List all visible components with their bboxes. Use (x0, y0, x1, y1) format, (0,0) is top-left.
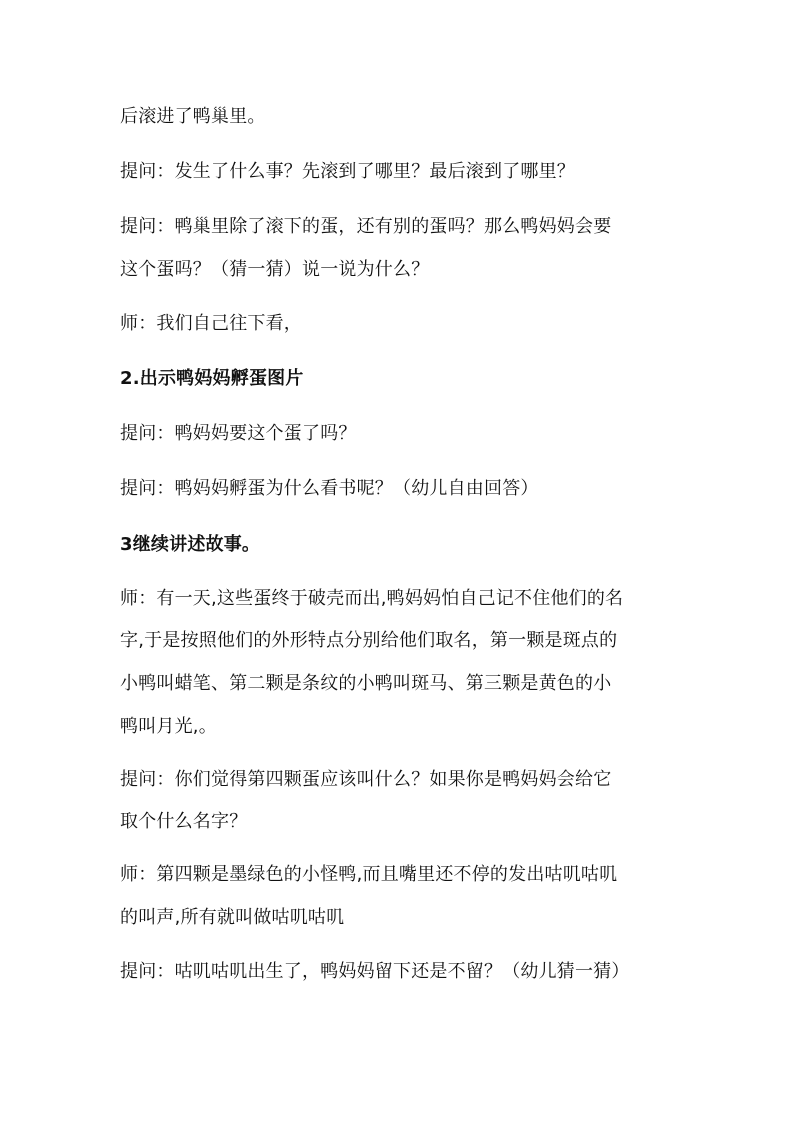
teacher-paragraph-line: 师：第四颗是墨绿色的小怪鸭,而且嘴里还不停的发出咕叽咕叽 (120, 864, 618, 885)
section-heading-2: 2.出示鸭妈妈孵蛋图片 (120, 368, 304, 389)
question-line: 提问：发生了什么事？先滚到了哪里？最后滚到了哪里？ (120, 161, 575, 182)
teacher-paragraph-line: 的叫声,所有就叫做咕叽咕叽 (120, 907, 345, 928)
teacher-paragraph-line: 师：有一天,这些蛋终于破壳而出,鸭妈妈怕自己记不住他们的名 (120, 588, 624, 609)
teacher-paragraph-line: 小鸭叫蜡笔、第二颗是条纹的小鸭叫斑马、第三颗是黄色的小 (120, 673, 612, 694)
question-line: 提问：你们觉得第四颗蛋应该叫什么？如果你是鸭妈妈会给它 (120, 769, 612, 790)
text-line: 后滚进了鸭巢里。 (120, 106, 266, 127)
question-line-continuation: 这个蛋吗？（猜一猜）说一说为什么？ (120, 259, 430, 280)
question-line: 提问：鸭妈妈要这个蛋了吗？ (120, 423, 357, 444)
teacher-line: 师：我们自己往下看， (120, 313, 302, 334)
question-line-continuation: 取个什么名字？ (120, 811, 248, 832)
teacher-paragraph-line: 鸭叫月光,。 (120, 716, 217, 737)
question-line: 提问：咕叽咕叽出生了，鸭妈妈留下还是不留？（幼儿猜一猜） (120, 961, 630, 982)
teacher-paragraph-line: 字,于是按照他们的外形特点分别给他们取名，第一颗是斑点的 (120, 630, 618, 651)
question-line: 提问：鸭巢里除了滚下的蛋，还有别的蛋吗？那么鸭妈妈会要 (120, 216, 612, 237)
section-heading-3: 3继续讲述故事。 (120, 534, 261, 555)
question-line: 提问：鸭妈妈孵蛋为什么看书呢？（幼儿自由回答） (120, 478, 539, 499)
